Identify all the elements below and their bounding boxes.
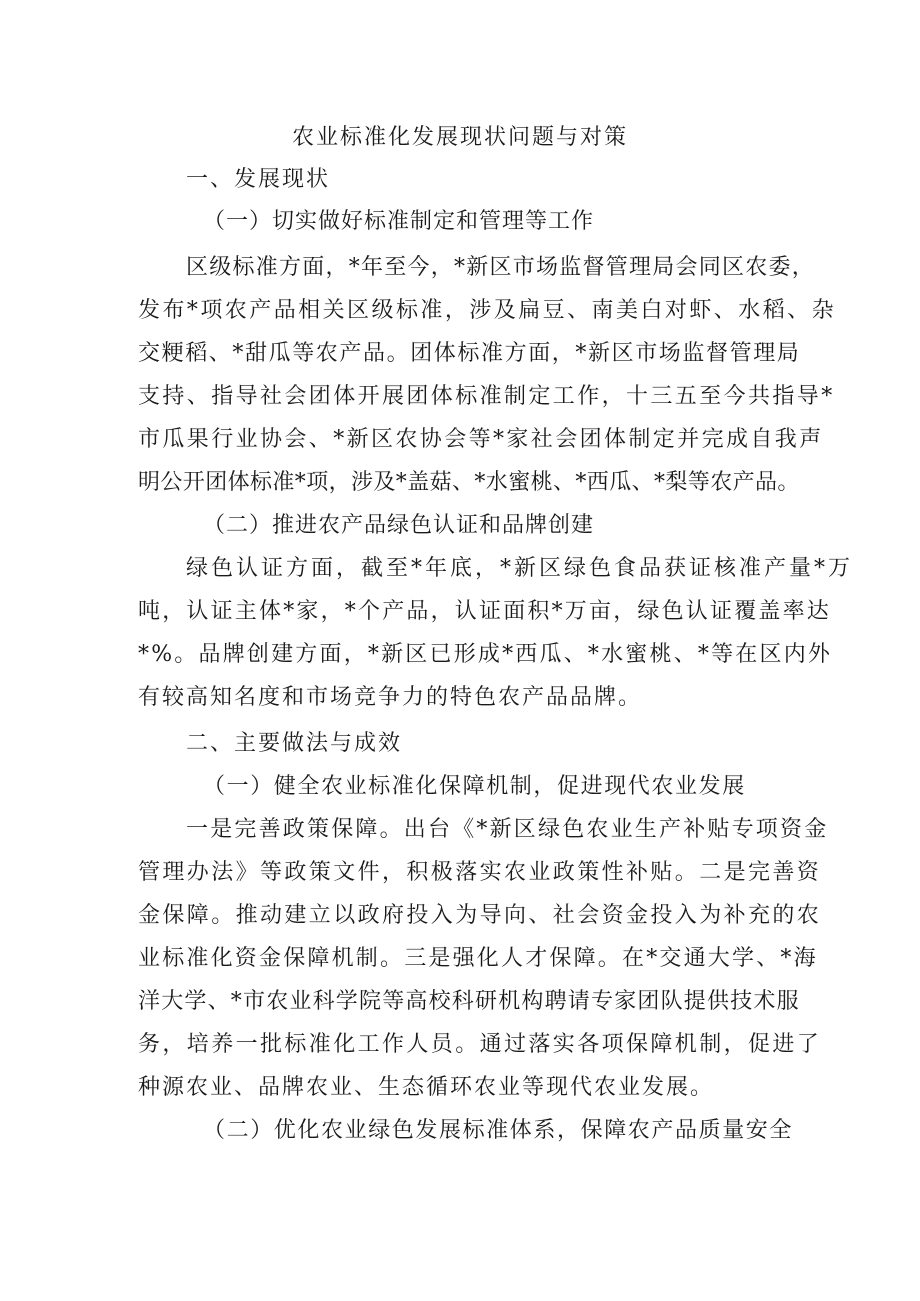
paragraph-line: 务，培养一批标准化工作人员。通过落实各项保障机制，促进了 (138, 1032, 822, 1057)
paragraph-line: 有较高知名度和市场竞争力的特色农产品品牌。 (138, 685, 643, 710)
paragraph-line: 绿色认证方面，截至*年底，*新区绿色食品获证核准产量*万 (186, 556, 854, 581)
paragraph-line: 洋大学、*市农业科学院等高校科研机构聘请专家团队提供技术服 (138, 989, 800, 1014)
section-heading: 二、主要做法与成效 (186, 731, 403, 756)
paragraph-line: 支持、指导社会团体开展团体标准制定工作，十三五至今共指导* (138, 384, 835, 409)
subsection-heading: （一）健全农业标准化保障机制，促进现代农业发展 (203, 774, 746, 799)
paragraph-line: 吨，认证主体*家，*个产品，认证面积*万亩，绿色认证覆盖率达 (138, 599, 832, 624)
paragraph-line: 种源农业、品牌农业、生态循环农业等现代农业发展。 (138, 1075, 715, 1100)
paragraph-line: 区级标准方面，*年至今，*新区市场监督管理局会同区农委， (186, 255, 816, 280)
paragraph-line: *%。品牌创建方面，*新区已形成*西瓜、*水蜜桃、*等在区内外 (138, 642, 833, 667)
paragraph-line: 交粳稻、*甜瓜等农产品。团体标准方面，*新区市场监督管理局 (138, 341, 801, 366)
paragraph-line: 管理办法》等政策文件，积极落实农业政策性补贴。二是完善资 (138, 860, 822, 885)
paragraph-line: 一是完善政策保障。出台《*新区绿色农业生产补贴专项资金 (186, 817, 829, 842)
paragraph-line: 明公开团体标准*项，涉及*盖菇、*水蜜桃、*西瓜、*梨等农产品。 (138, 470, 800, 495)
section-heading: 一、发展现状 (186, 167, 331, 192)
paragraph-line: 业标准化资金保障机制。三是强化人才保障。在*交通大学、*海 (138, 946, 818, 971)
subsection-heading: （二）推进农产品绿色认证和品牌创建 (203, 513, 595, 538)
document-title: 农业标准化发展现状问题与对策 (291, 125, 628, 150)
paragraph-line: 市瓜果行业协会、*新区农协会等*家社会团体制定并完成自我声 (138, 427, 824, 452)
subsection-heading: （二）优化农业绿色发展标准体系，保障农产品质量安全 (203, 1118, 794, 1143)
paragraph-line: 金保障。推动建立以政府投入为导向、社会资金投入为补充的农 (138, 903, 822, 928)
subsection-heading: （一）切实做好标准制定和管理等工作 (203, 209, 595, 234)
paragraph-line: 发布*项农产品相关区级标准，涉及扁豆、南美白对虾、水稻、杂 (138, 298, 837, 323)
